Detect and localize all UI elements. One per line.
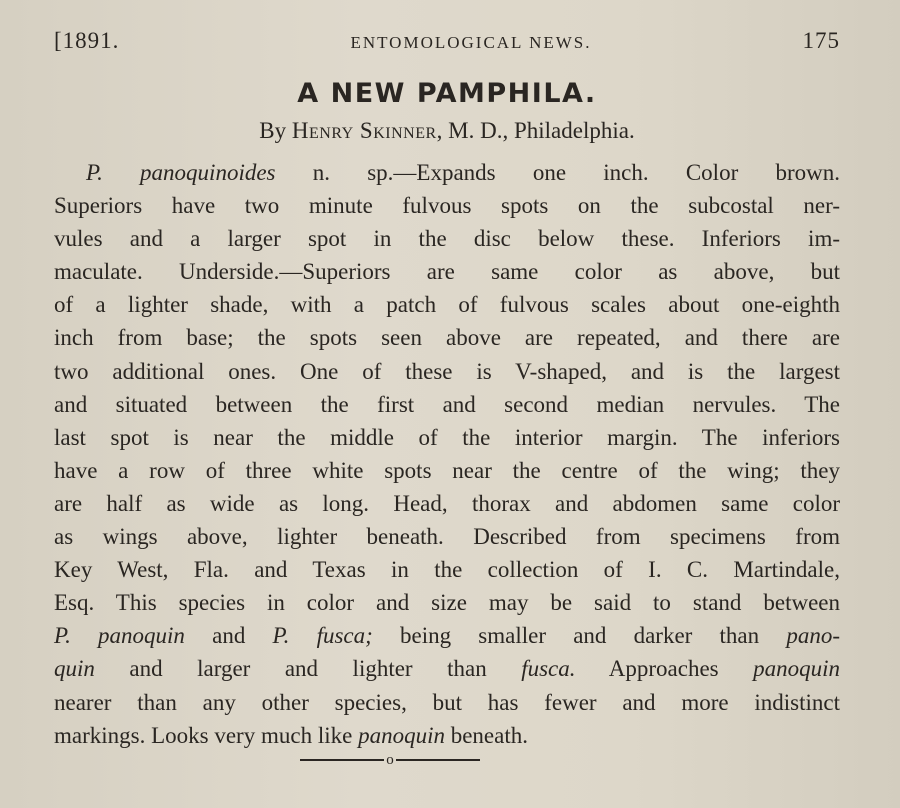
body-line (54, 189, 840, 222)
body-line (54, 454, 840, 487)
body-text-segment: n. sp.—Expands one inch. Color brown. (275, 160, 840, 185)
ornament-rule-right (396, 759, 480, 761)
byline-author: Henry Skinner (291, 118, 437, 143)
italic-text: panoquin (753, 656, 840, 682)
italic-text: P. panoquinoides (86, 160, 276, 185)
body-text-segment: last spot is near the middle of the interior margin. The inferiors (54, 424, 840, 450)
body-text-segment: and situated between the first and second median nervules. The (54, 391, 840, 417)
ornament-rule-left (300, 759, 384, 761)
article-body (54, 156, 840, 752)
body-line (54, 255, 840, 288)
italic-text: P. panoquin (54, 623, 185, 649)
body-text-segment: Esq. This species in color and size may be said to stand between (54, 590, 840, 616)
body-line (54, 586, 840, 619)
italic-text: panoquin (358, 722, 445, 748)
running-head (54, 28, 840, 62)
body-line (54, 321, 840, 354)
body-text-segment: being smaller and darker than (372, 623, 787, 649)
article-title: A NEW PAMPHILA. (297, 78, 597, 109)
italic-text: P. fusca; (272, 623, 373, 649)
body-line (54, 421, 840, 454)
body-line (54, 222, 840, 255)
body-line (54, 288, 840, 321)
body-text-segment: Superiors have two minute fulvous spots on the subcostal ner- (54, 193, 840, 219)
body-text-segment: maculate. Underside.—Superiors are same color as above, but (54, 259, 840, 285)
italic-text: pano- (786, 623, 840, 649)
body-text-segment: inch from base; the spots seen above are repeated, and there are (54, 325, 840, 351)
journal-page (54, 28, 840, 752)
body-line (54, 355, 840, 388)
italic-text: quin (54, 656, 95, 682)
body-text-segment: markings. Looks very much like (54, 722, 359, 748)
header-year: [1891. (54, 28, 120, 53)
body-line (54, 719, 840, 752)
body-line (54, 619, 840, 652)
byline-suffix: , M. D., Philadelphia. (436, 118, 635, 143)
header-page-number: 175 (802, 28, 840, 53)
body-text-segment: Approaches (575, 656, 754, 682)
body-text-segment: of a lighter shade, with a patch of fulvous scales about one-eighth (54, 292, 840, 318)
body-text-segment: as wings above, lighter beneath. Described from specimens from (54, 524, 840, 550)
body-text-segment: Key West, Fla. and Texas in the collection of I. C. Martindale, (54, 557, 840, 583)
body-line (54, 520, 840, 553)
body-text-segment: vules and a larger spot in the disc below these. Inferiors im- (54, 226, 840, 252)
body-text-segment: nearer than any other species, but has fewer and more indistinct (54, 689, 840, 715)
ornament-circle: o (386, 751, 394, 768)
body-line (54, 388, 840, 421)
body-line (54, 487, 840, 520)
section-end-ornament (300, 752, 480, 768)
body-line (54, 156, 840, 189)
body-text-segment: and larger and lighter than (94, 656, 522, 682)
body-text-segment: two additional ones. One of these is V-shaped, and is the largest (54, 358, 840, 384)
body-text-segment: and (184, 623, 273, 649)
body-text-segment: beneath. (444, 722, 528, 748)
byline-prefix: By (259, 118, 292, 143)
article-byline (54, 118, 840, 156)
body-line (54, 686, 840, 719)
body-text-segment: are half as wide as long. Head, thorax and abdomen same color (54, 490, 840, 516)
body-text-segment: have a row of three white spots near the centre of the wing; they (54, 457, 840, 483)
header-journal-title: ENTOMOLOGICAL NEWS. (350, 33, 592, 52)
body-line (54, 652, 840, 685)
italic-text: fusca. (521, 656, 576, 682)
body-line (54, 553, 840, 586)
